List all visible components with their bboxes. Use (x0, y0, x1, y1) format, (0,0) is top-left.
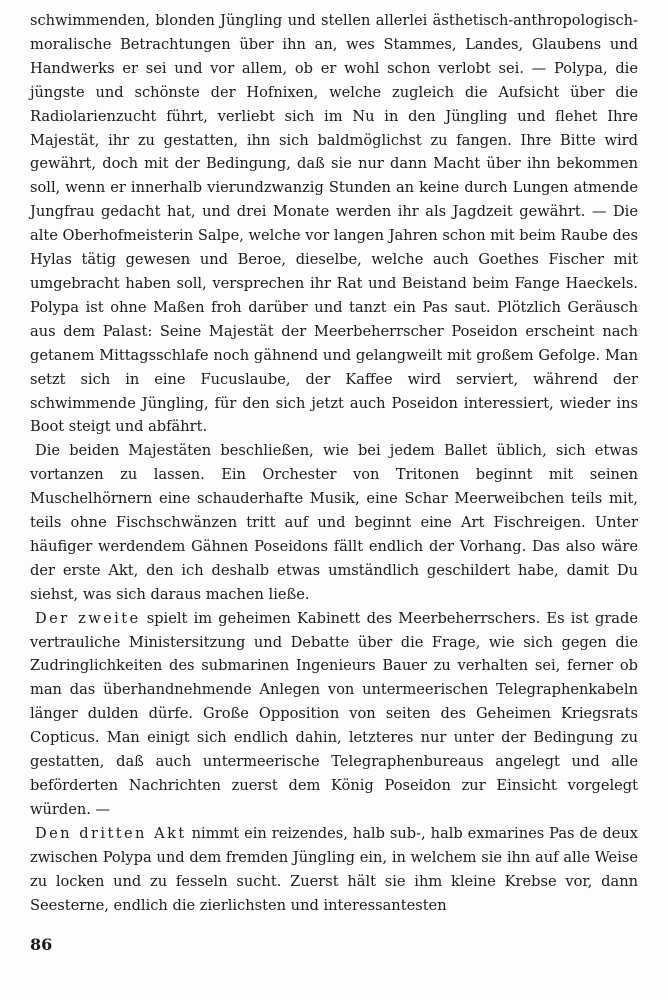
page-number: 86 (30, 935, 53, 954)
paragraph-1-text: schwimmenden, blonden Jüngling und stellen allerlei ästhetisch-anthropologisch-moralische Betrachtungen über ihn an, wes Stammes, Landes, Glaubens und Handwerks er sei und vor allem, ob er wohl schon verlobt sei. — Polypa, die jüngste und schönste der Hofnixen, welche zugleich die Aufsicht über die Radiolarienzucht führt, verliebt sich im Nu in den Jüngling und flehet Ihre Majestät, ihr zu gestatten, ihn sich baldmöglichst zu fangen. Ihre Bitte wird gewährt, doch mit der Bedingung, daß sie nur dann Macht über ihn bekommen soll, wenn er innerhalb vierundzwanzig Stunden an keine durch Lungen atmende Jungfrau gedacht hat, und drei Monate werden ihr als Jagdzeit gewährt. — Die alte Oberhofmeisterin Salpe, welche vor langen Jahren schon mit beim Raube des Hylas tätig gewesen und Beroe, dieselbe, welche auch Goethes Fischer mit umgebracht haben soll, versprechen ihr Rat und Beistand beim Fange Haeckels. Polypa ist ohne Maßen froh darüber und tanzt ein Pas saut. Plötzlich Geräusch aus dem Palast: Seine Majestät der Meerbeherrscher Poseidon erscheint nach getanem Mittagsschlafe noch gähnend und gelangweilt mit großem Gefolge. Man setzt sich in eine Fucuslaube, der Kaffee wird serviert, während der schwimmende Jüngling, für den sich jetzt auch Poseidon interessiert, wieder ins Boot steigt und abfährt. (30, 12, 638, 436)
paragraph-4 (30, 822, 638, 918)
body-text (30, 9, 638, 917)
paragraph-1 (30, 9, 638, 439)
paragraph-3-lead: Der zweite (35, 609, 141, 627)
paragraph-3-text: spielt im geheimen Kabinett des Meerbeherrschers. Es ist grade vertrauliche Ministersitzung und Debatte über die Frage, wie sich gegen die Zudringlichkeiten des submarinen Ingenieurs Bauer zu verhalten sei, ferner ob man das überhandnehmende Anlegen von untermeerischen Telegraphenkabeln länger dulden dürfe. Große Opposition von seiten des Geheimen Kriegsrats Copticus. Man einigt sich endlich dahin, letzteres nur unter der Bedingung zu gestatten, daß auch untermeerische Telegraphenbureaus angelegt und alle beförderten Nachrichten zuerst dem König Poseidon zur Einsicht vorgelegt würden. — (30, 609, 638, 818)
paragraph-4-text: nimmt ein reizendes, halb sub-, halb exmarines Pas de deux zwischen Polypa und dem fremden Jüngling ein, in welchem sie ihn auf alle Weise zu locken und zu fesseln sucht. Zuerst hält sie ihm kleine Krebse vor, dann Seesterne, endlich die zierlichsten und interessantesten (30, 824, 638, 914)
paragraph-4-lead: Den dritten Akt (35, 824, 187, 842)
paragraph-2-text: Die beiden Majestäten beschließen, wie bei jedem Ballet üblich, sich etwas vortanzen zu lassen. Ein Orchester von Tritonen beginnt mit seinen Muschelhörnern eine schauderhafte Musik, eine Schar Meerweibchen teils mit, teils ohne Fischschwänzen tritt auf und beginnt eine Art Fischreigen. Unter häufiger werdendem Gähnen Poseidons fällt endlich der Vorhang. Das also wäre der erste Akt, den ich deshalb etwas umständlich geschildert habe, damit Du siehst, was sich daraus machen ließe. (30, 442, 638, 603)
paragraph-2 (30, 439, 638, 606)
paragraph-3 (30, 607, 638, 822)
